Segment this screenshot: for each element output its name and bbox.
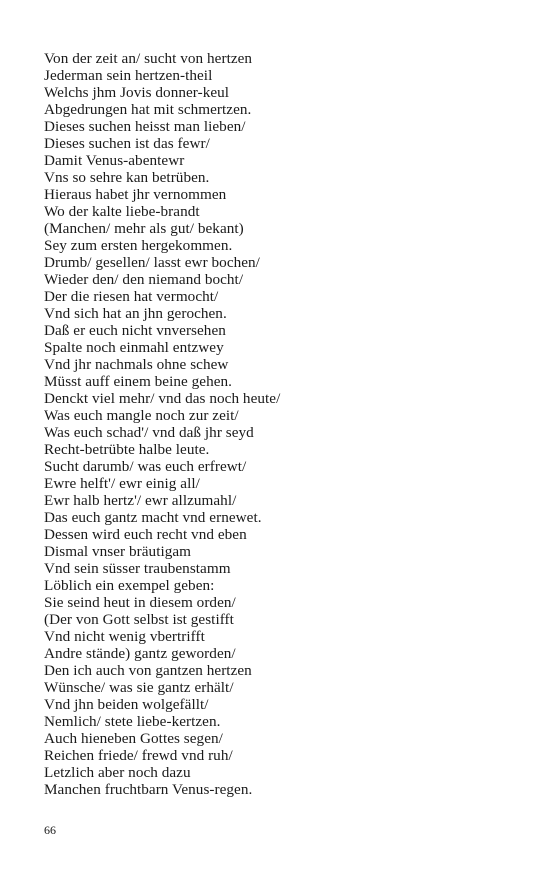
poem-line: Auch hieneben Gottes segen/ [44,730,223,747]
poem-line: Dieses suchen ist das fewr/ [44,135,210,152]
poem-line: Was euch schad'/ vnd daß jhr seyd [44,424,254,441]
poem-line: Recht-betrübte halbe leute. [44,441,210,458]
poem-line: Nemlich/ stete liebe-kertzen. [44,713,221,730]
poem-line: Der die riesen hat vermocht/ [44,288,219,305]
poem-line: Sey zum ersten hergekommen. [44,237,233,254]
poem-line: Letzlich aber noch dazu [44,764,191,781]
poem-text [44,50,514,798]
page-number: 66 [44,823,56,837]
poem-line: Wieder den/ den niemand bocht/ [44,271,244,288]
poem-line: Vnd jhn beiden wolgefällt/ [44,696,209,713]
poem-line: Löblich ein exempel geben: [44,577,215,594]
poem-line: Vnd jhr nachmals ohne schew [44,356,229,373]
poem-line: Abgedrungen hat mit schmertzen. [44,101,252,118]
poem-line: (Manchen/ mehr als gut/ bekant) [44,220,244,237]
poem-line: Vnd nicht wenig vbertrifft [44,628,205,645]
poem-line: Dessen wird euch recht vnd eben [44,526,247,543]
poem-line: Vns so sehre kan betrüben. [44,169,210,186]
poem-line: Daß er euch nicht vnversehen [44,322,226,339]
poem-line: Sucht darumb/ was euch erfrewt/ [44,458,247,475]
poem-line: Welchs jhm Jovis donner-keul [44,84,230,101]
poem-line: Wünsche/ was sie gantz erhält/ [44,679,234,696]
poem-line: Drumb/ gesellen/ lasst ewr bochen/ [44,254,260,271]
poem-line: Reichen friede/ frewd vnd ruh/ [44,747,233,764]
poem-line: Das euch gantz macht vnd ernewet. [44,509,262,526]
poem-line: Ewr halb hertz'/ ewr allzumahl/ [44,492,237,509]
poem-line: Spalte noch einmahl entzwey [44,339,224,356]
poem-line: Jederman sein hertzen-theil [44,67,213,84]
poem-line: Damit Venus-abentewr [44,152,185,169]
poem-line: Denckt viel mehr/ vnd das noch heute/ [44,390,281,407]
poem-line: (Der von Gott selbst ist gestifft [44,611,234,628]
poem-line: Den ich auch von gantzen hertzen [44,662,252,679]
poem-line: Hieraus habet jhr vernommen [44,186,227,203]
poem-line: Sie seind heut in diesem orden/ [44,594,236,611]
poem-line: Was euch mangle noch zur zeit/ [44,407,239,424]
poem-line: Wo der kalte liebe-brandt [44,203,200,220]
poem-line: Dieses suchen heisst man lieben/ [44,118,246,135]
poem-line: Ewre helft'/ ewr einig all/ [44,475,200,492]
poem-line: Vnd sein süsser traubenstamm [44,560,231,577]
poem-line: Vnd sich hat an jhn gerochen. [44,305,227,322]
poem-line: Von der zeit an/ sucht von hertzen [44,50,253,67]
poem-line: Dismal vnser bräutigam [44,543,192,560]
poem-line: Müsst auff einem beine gehen. [44,373,233,390]
poem-line: Andre stände) gantz geworden/ [44,645,236,662]
poem-line: Manchen fruchtbarn Venus-regen. [44,781,253,798]
